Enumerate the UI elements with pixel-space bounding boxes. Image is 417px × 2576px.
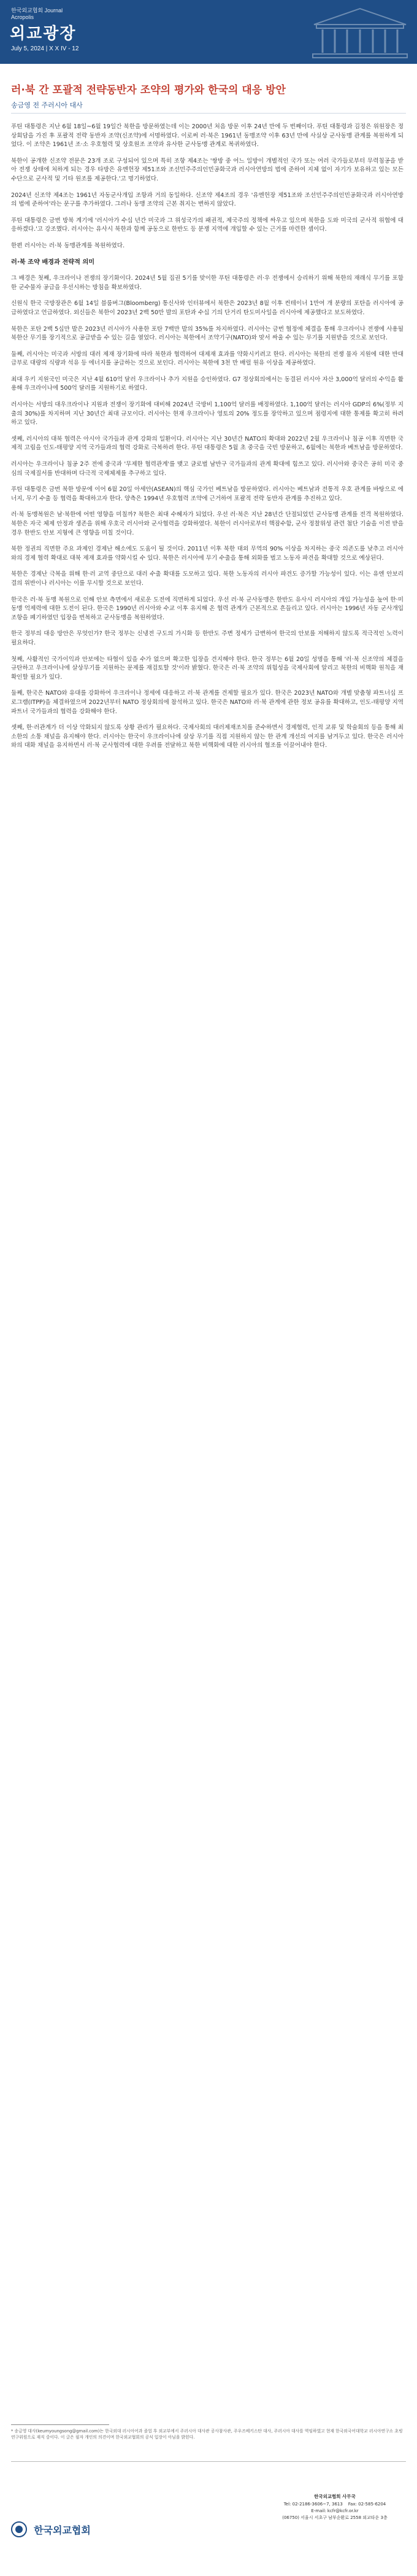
article-title: 러·북 간 포괄적 전략동반자 조약의 평가와 한국의 대응 방안 <box>11 84 286 96</box>
paragraph: 둘째, 한국은 NATO와 유대를 강화하여 우크라이나 정세에 대응하고 러·북 관계를 견제할 필요가 있다. 한국은 2023년 NATO와 개별 맞춤형 파트너십 프로그램(ITPP)을 체결하였으며 2022년부터 NATO 정상회의에 참석하고 있다. 한국은 NATO와 러·북 관계에 관한 정보 공유를 확대하고, 인도-태평양 지역 파트너 국가들과의 협력을 강화해야 한다. <box>11 690 404 715</box>
article-author: 송금영 전 주러시아 대사 <box>11 101 83 109</box>
title-divider <box>11 113 406 114</box>
paragraph: 러시아는 우크라이나 침공 2주 전에 중국과 '무제한 협력관계'를 맺고 글로벌 남반구 국가들과의 관계 확대에 힘쓰고 있다. 러시아와 중국은 공히 미국 중심의 국제질서를 반대하며 다극적 국제체제를 추구하고 있다. <box>11 461 404 477</box>
footnote: * 송금영 대사(keumyoungsong@gmail.com)는 한국외대 러시아어과 졸업 후 외교부에서 주러시아 대사관 공사참사관, 주우즈베키스탄 대사, 주러시아 대사를 역임하였고 현재 한국외국어대학교 러시아연구소 초빙연구위원으로 재직 중이다. 이 글은 필자 개인의 의견이며 한국외교협회의 공식 입장이 아님을 밝힌다. <box>11 2429 403 2440</box>
paragraph: 2024년 신조약 제4조는 1961년 자동군사개입 조항과 거의 동일하다. 신조약 제4조의 경우 '유엔헌장 제51조와 조선민주주의인민공화국과 러시아연방의 법에 준하여'라는 문구를 추가하였다. 그러나 동맹 조약의 근본 취지는 변하지 않았다. <box>11 191 404 208</box>
issue-info: July 5, 2024 | X X IV - 12 <box>11 45 79 52</box>
paragraph: 셋째, 한·러관계가 더 이상 악화되지 않도록 상황 관리가 필요하다. 국제사회의 대러제재조치를 준수하면서 경제협력, 인적 교류 및 학술회의 등을 통해 최소한의 소통 채널을 유지해야 한다. 러시아는 한국이 우크라이나에 살상 무기를 직접 지원하지 않는 한 관계 개선의 여지를 남겨두고 있다. 한국은 러시아와의 대화 채널을 유지하면서 러·북 군사협력에 대한 우려를 전달하고 북한 비핵화에 대한 러시아의 협조를 이끌어내야 한다. <box>11 724 404 749</box>
paragraph: 둘째, 러시아는 미국과 서방의 대러 제재 장기화에 따라 북한과 협력하여 대제재 효과를 약화시키려고 한다. 러시아는 북한의 전쟁 물자 지원에 대한 반대급부로 대량의 식량과 석유 등 에너지를 공급하는 것으로 보인다. 러시아는 북한에 3천 만 배럴 원유 이상을 제공하였다. <box>11 350 404 367</box>
footer-email: E-mail: kcfr@kcfr.or.kr <box>311 2508 359 2513</box>
journal-header <box>0 0 417 64</box>
association-seal-icon <box>11 2521 27 2537</box>
section-heading: 러·북 조약 배경과 전략적 의미 <box>11 258 95 266</box>
article-body <box>11 123 404 758</box>
journal-title: 외교광장 <box>10 25 77 43</box>
footer-logo <box>11 2521 91 2537</box>
paragraph: 러·북 동맹복원은 남·북한에 어떤 영향을 미칠까? 북한은 최대 수혜자가 되었다. 우선 러·북은 지난 28년간 단절되었던 군사동맹 관계를 전격 복원하였다. 북한은 자국 체제 안정과 생존을 위해 우호국 러시아와 군사협력을 강화하였다. 북한이 러시아로부터 핵잠수함, 군사 정찰위성 관련 첨단 기술을 이전 받을 경우 한반도 안보 지형에 큰 영향을 미칠 것이다. <box>11 511 404 536</box>
footer-divider <box>11 2461 406 2462</box>
footer-phone-fax <box>264 2501 406 2508</box>
paragraph: 한편 러시아는 러·북 동맹관계를 복원하였다. <box>11 242 125 249</box>
paragraph: 최대 우키 지원국인 미국은 지난 4월 610억 달러 우크라이나 추가 지원을 승인하였다. G7 정상회의에서는 동결된 러시아 자산 3,000억 달러의 수익을 활용해 우크라이나에 500억 달러를 지원하기로 하였다. <box>11 376 404 392</box>
footnote-divider <box>11 2424 109 2425</box>
paragraph: 한국 정부의 대응 방안은 무엇인가? 한국 정부는 신냉전 구도의 가시화 등 한반도 주변 정세가 급변하여 한국의 안보를 저해하지 않도록 적극적인 노력이 필요하다. <box>11 630 404 646</box>
paragraph: 한국은 러·북 동맹 복원으로 인해 안보 측면에서 새로운 도전에 직면하게 되었다. 우선 러·북 군사동맹은 한반도 유사시 러시아의 개입 가능성을 높여 한·미 동맹 억제력에 대한 도전이 된다. 한국은 1990년 러시아와 수교 이후 유지해 온 협력 관계가 근본적으로 흔들리고 있다. 러시아는 1996년 자동 군사개입 조항을 폐기하였던 입장을 번복하고 군사동맹을 복원하였다. <box>11 596 404 621</box>
footer-phone: Tel: 02-2186-3606~7, 3613 <box>283 2502 343 2507</box>
paragraph: 푸틴 대통령은 지난 6월 18일~6월 19일간 북한을 방문하였는데 이는 2000년 처음 방문 이후 24년 만에 두 번째이다. 푸틴 대통령과 김정은 위원장은 정상회담을 가진 후 포괄적 전략 동반자 조약(신조약)에 서명하였다. 이로써 러·북은 1961년 동맹조약 이후 63년 만에 사실상 군사동맹 관계를 복원하게 되었다. 이 조약은 1961년 조·소 우호협력 및 상호원조 조약과 유사한 군사동맹 관계로 복귀하였다. <box>11 123 404 149</box>
footer-brand: 한국외교협회 <box>34 2524 91 2536</box>
paragraph: 북한이 공개한 신조약 전문은 23개 조로 구성되어 있으며 특히 조항 제4조는 '쌍방 중 어느 일방이 개별적인 국가 또는 여러 국가들로부터 무력침공을 받아 전쟁 상태에 처하게 되는 경우 타방은 유엔헌장 제51조와 조선민주주의인민공화국과 러시아연방의 법에 준하여 지체 없이 자기가 보유하고 있는 모든 수단으로 군사적 및 기타 원조를 제공한다.'고 명기하였다. <box>11 157 404 182</box>
journal-name-korean: 한국외교협회 Journal <box>11 7 63 14</box>
paragraph: 푸틴 대통령은 금번 북한 방문에 이어 6월 20일 아세안(ASEAN)의 핵심 국가인 베트남을 방문하였다. 러시아는 베트남과 전통적 우호 관계를 바탕으로 에너지, 무기 수출 등 협력을 확대하고자 한다. 양측은 1994년 우호협력 조약에 근거하여 포괄적 전략 동반자 관계를 추진하고 있다. <box>11 486 404 502</box>
paragraph: 신원식 한국 국방장관은 6월 14일 블룸버그(Bloomberg) 통신사와 인터뷰에서 북한은 2023년 8월 이후 컨테이너 1만여 개 분량의 포탄을 러시아에 공급하였다고 언급하였다. 외신들은 북한이 2023년 2백 50만 발의 포탄과 수십 기의 단거리 탄도미사일을 러시아에 제공했다고 보도하였다. <box>11 300 404 316</box>
journal-name-english: Acropolis <box>11 14 34 20</box>
journal-name <box>11 7 63 21</box>
footer-org: 한국외교협회 사무국 <box>314 2494 356 2499</box>
paragraph: 북한은 포탄 2백 5십만 발은 2023년 러시아가 사용한 포탄 7백만 발의 35%를 차지하였다. 러시아는 금번 협정에 체결을 통해 우크라이나 전쟁에 사용될 북한산 무기를 장기적으로 공급받을 수 있는 길을 열었다. 러시아는 북한에서 조약기구(NATO)와 맞서 싸울 수 있는 무기를 지원받을 것으로 보인다. <box>11 325 404 342</box>
paragraph: 북한은 경제난 극복을 위해 한·러 교역 중단으로 대러 수출 확대를 도모하고 있다. 북한 노동자의 러시아 파견도 증가할 가능성이 있다. 이는 유엔 안보리 결의 위반이나 러시아는 이를 무시할 것으로 보인다. <box>11 571 404 587</box>
paragraph: 셋째, 러시아의 대북 협력은 아시아 국가들과 관계 강화의 일환이다. 러시아는 지난 30년간 NATO의 확대와 2022년 2월 우크라이나 침공 이후 직면한 국제적 고립을 인도-태평양 지역 국가들과의 협력 강화로 극복하려 한다. 푸틴 대통령은 5월 초 중국을 국빈 방문하고, 6월에는 북한과 베트남을 방문하였다. <box>11 435 404 452</box>
paragraph: 그 배경은 첫째, 우크라이나 전쟁의 장기화이다. 2024년 5월 집권 5기를 맞이한 푸틴 대통령은 러·우 전쟁에서 승리하기 위해 북한의 재래식 무기를 포함한 군수물자 공급을 우선시하는 방침을 확보하였다. <box>11 275 404 291</box>
footer-contact <box>264 2493 406 2521</box>
footer-fax: Fax: 02-585-6204 <box>348 2502 386 2507</box>
paragraph: 러시아는 서방의 대우크라이나 지원과 전쟁이 장기화에 대비해 2024년 국방비 1,100억 달러를 배정하였다. 1,100억 달러는 러시아 GDP의 6%(정부 지출의 30%)를 차지하며 지난 30년간 최대 규모이다. 러시아는 현재 우크라이나 영토의 20% 정도를 장악하고 있으며 점령지에 대한 통제를 확고히 하려 하고 있다. <box>11 401 404 427</box>
building-emblem-icon <box>308 6 412 61</box>
paragraph: 북한 정권의 직면한 주요 과제인 경제난 해소에도 도움이 될 것이다. 2011년 이후 북한 대외 무역의 90% 이상을 차지하는 중국 의존도를 낮추고 러시아와의 경제 협력 확대로 대북 제재 효과를 약화시킬 수 있다. 북한은 러시아에 무기 수출을 통해 외화를 벌고 노동자 파견을 확대할 것으로 예상된다. <box>11 546 404 562</box>
footer-address: (06750) 서울시 서초구 남부순환로 2558 외교타운 3층 <box>282 2515 388 2520</box>
paragraph: 첫째, 사활적인 국가이익과 안보에는 타협이 있을 수가 없으며 확고한 입장을 견지해야 한다. 한국 정부는 6월 20일 성명을 통해 '러·북 신조약의 체결을 규탄하고 우크라이나에 살상무기를 지원하는 문제를 재검토할 것'이라 밝혔다. 한국은 러·북 조약의 위험성을 국제사회에 알리고 북한의 비핵화 원칙을 재확인할 필요가 있다. <box>11 656 404 681</box>
paragraph: 푸틴 대통령은 금번 방북 계기에 '러시아가 수십 년간 미국과 그 위성국가의 패권적, 제국주의 정책에 싸우고 있으며 북한을 도와 미국의 군사적 위협에 대응하겠다.'고 강조했다. 러시아는 유사시 북한과 함께 공동으로 한반도 등 분쟁 지역에 개입할 수 있는 근거를 마련한 셈이다. <box>11 217 404 233</box>
